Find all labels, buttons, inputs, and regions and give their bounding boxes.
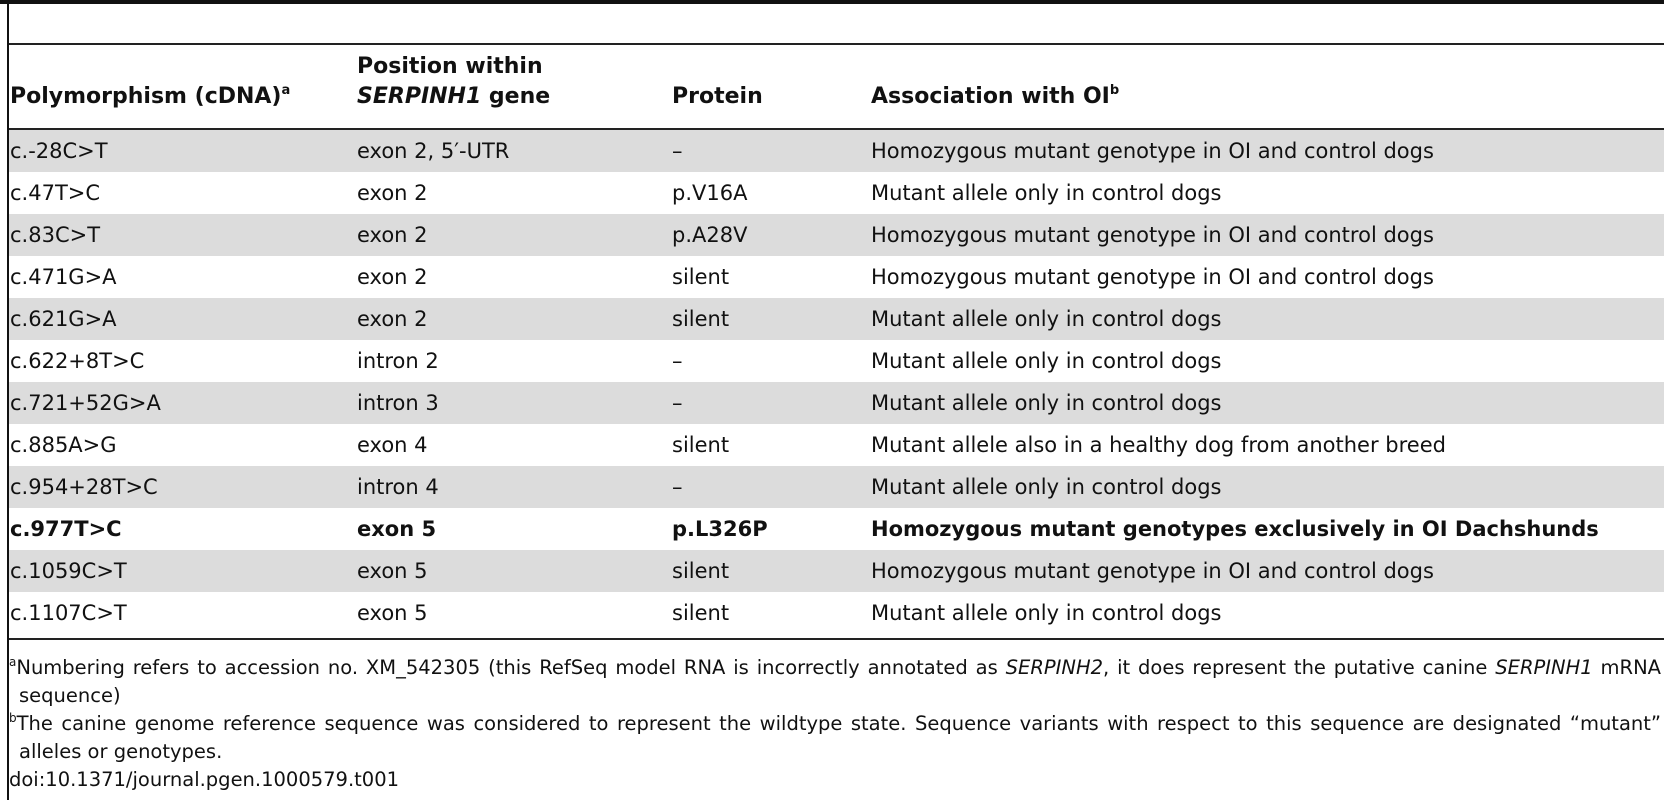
table-row bbox=[9, 214, 1664, 256]
cell-position: exon 2, 5′-UTR bbox=[357, 139, 510, 163]
table-row bbox=[9, 466, 1664, 508]
table-row bbox=[9, 298, 1664, 340]
cell-association: Homozygous mutant genotype in OI and control dogs bbox=[871, 559, 1434, 583]
cell-polymorphism: c.621G>A bbox=[10, 307, 117, 331]
cell-polymorphism: c.977T>C bbox=[10, 517, 122, 541]
footnote-b bbox=[9, 710, 1661, 766]
header-association-label: Association with OI bbox=[871, 84, 1110, 109]
cell-association: Mutant allele only in control dogs bbox=[871, 391, 1222, 415]
cell-position: exon 2 bbox=[357, 181, 428, 205]
cell-protein: p.V16A bbox=[672, 181, 748, 205]
table-row bbox=[9, 382, 1664, 424]
cell-protein: p.A28V bbox=[672, 223, 748, 247]
footnote-b-text: The canine genome reference sequence was considered to represent the wildtype state. Sequence variants with respect to this sequence are designated “mutant” alleles or genotypes. bbox=[16, 712, 1661, 763]
cell-position: intron 2 bbox=[357, 349, 439, 373]
cell-protein: silent bbox=[672, 433, 730, 457]
cell-polymorphism: c.471G>A bbox=[10, 265, 117, 289]
footnote-a bbox=[9, 654, 1661, 710]
cell-polymorphism: c.721+52G>A bbox=[10, 391, 161, 415]
cell-position: exon 2 bbox=[357, 307, 428, 331]
table-body bbox=[9, 130, 1664, 634]
cell-protein: silent bbox=[672, 307, 730, 331]
cell-protein: – bbox=[672, 349, 683, 373]
header-position-line1: Position within bbox=[357, 54, 543, 79]
table-row bbox=[9, 172, 1664, 214]
cell-protein: silent bbox=[672, 601, 730, 625]
cell-polymorphism: c.1107C>T bbox=[10, 601, 127, 625]
cell-polymorphism: c.47T>C bbox=[10, 181, 101, 205]
header-position bbox=[357, 52, 550, 112]
table-row bbox=[9, 340, 1664, 382]
cell-position: exon 2 bbox=[357, 223, 428, 247]
cell-position: exon 5 bbox=[357, 517, 437, 541]
footnote-a-gene: SERPINH1 bbox=[1495, 656, 1593, 679]
cell-protein: – bbox=[672, 139, 683, 163]
footnote-a-text: Numbering refers to accession no. XM_542305 (this RefSeq model RNA is incorrectly annotated as bbox=[16, 656, 1006, 679]
footnote-a-text: , it does represent the putative canine bbox=[1103, 656, 1496, 679]
table-row bbox=[9, 256, 1664, 298]
cell-association: Homozygous mutant genotype in OI and control dogs bbox=[871, 139, 1434, 163]
cell-association: Mutant allele only in control dogs bbox=[871, 349, 1222, 373]
header-position-gene: SERPINH1 bbox=[357, 84, 482, 109]
cell-association: Homozygous mutant genotypes exclusively in OI Dachshunds bbox=[871, 517, 1599, 541]
cell-polymorphism: c.954+28T>C bbox=[10, 475, 158, 499]
doi-reference[interactable]: doi:10.1371/journal.pgen.1000579.t001 bbox=[9, 768, 400, 791]
cell-position: exon 5 bbox=[357, 559, 428, 583]
cell-position: exon 2 bbox=[357, 265, 428, 289]
cell-association: Homozygous mutant genotype in OI and control dogs bbox=[871, 265, 1434, 289]
header-position-suffix: gene bbox=[481, 84, 551, 109]
footnote-a-gene: SERPINH2 bbox=[1005, 656, 1104, 679]
header-polymorphism-label: Polymorphism (cDNA) bbox=[10, 84, 282, 109]
cell-polymorphism: c.-28C>T bbox=[10, 139, 108, 163]
footnote-mark-a: a bbox=[281, 83, 291, 98]
table-row-highlighted bbox=[9, 508, 1664, 550]
cell-protein: – bbox=[672, 475, 683, 499]
header-protein: Protein bbox=[672, 84, 763, 109]
footnote-mark-b: b bbox=[1109, 83, 1120, 98]
table-row bbox=[9, 592, 1664, 634]
cell-position: intron 4 bbox=[357, 475, 439, 499]
table-row bbox=[9, 130, 1664, 172]
cell-position: exon 4 bbox=[357, 433, 428, 457]
cell-polymorphism: c.622+8T>C bbox=[10, 349, 145, 373]
cell-protein: silent bbox=[672, 265, 730, 289]
header-association bbox=[871, 82, 1119, 112]
cell-association: Mutant allele also in a healthy dog from another breed bbox=[871, 433, 1446, 457]
cell-position: intron 3 bbox=[357, 391, 439, 415]
table-row bbox=[9, 424, 1664, 466]
cell-polymorphism: c.83C>T bbox=[10, 223, 101, 247]
footnotes bbox=[9, 654, 1661, 794]
cell-protein: p.L326P bbox=[672, 517, 768, 541]
cell-association: Mutant allele only in control dogs bbox=[871, 307, 1222, 331]
cell-polymorphism: c.1059C>T bbox=[10, 559, 127, 583]
cell-association: Homozygous mutant genotype in OI and control dogs bbox=[871, 223, 1434, 247]
header-polymorphism bbox=[10, 82, 290, 112]
table-bottom-rule bbox=[9, 638, 1664, 640]
table-header bbox=[9, 45, 1664, 128]
cell-association: Mutant allele only in control dogs bbox=[871, 475, 1222, 499]
cell-association: Mutant allele only in control dogs bbox=[871, 181, 1222, 205]
footnote-b-mark: b bbox=[9, 711, 17, 725]
footnote-a-text: mRNA sequence) bbox=[19, 656, 1662, 707]
cell-protein: – bbox=[672, 391, 683, 415]
cell-association: Mutant allele only in control dogs bbox=[871, 601, 1222, 625]
footnote-a-mark: a bbox=[9, 655, 17, 669]
cell-polymorphism: c.885A>G bbox=[10, 433, 117, 457]
table-row bbox=[9, 550, 1664, 592]
cell-protein: silent bbox=[672, 559, 730, 583]
cell-position: exon 5 bbox=[357, 601, 428, 625]
